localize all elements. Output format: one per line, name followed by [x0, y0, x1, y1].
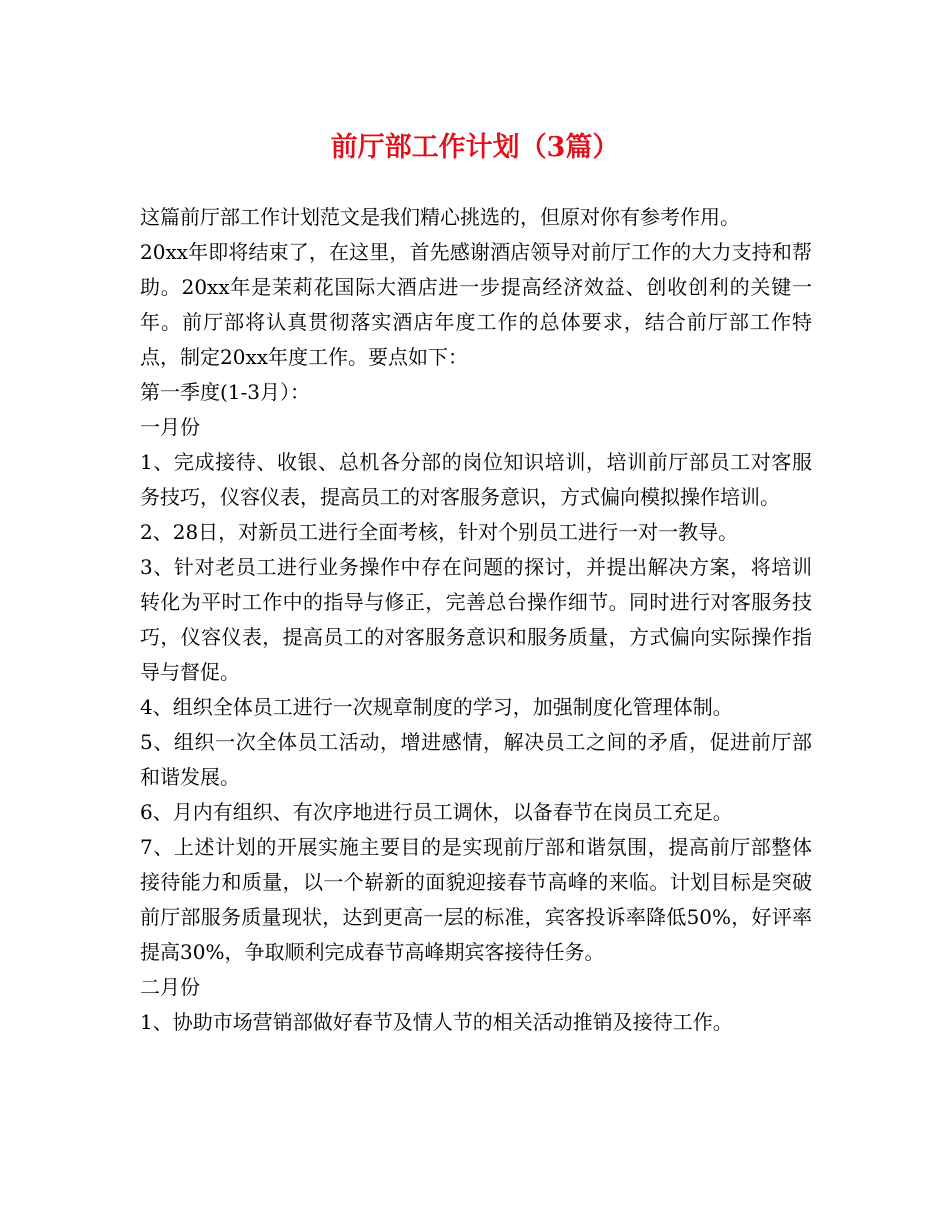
list-item: 4、组织全体员工进行一次规章制度的学习，加强制度化管理体制。	[140, 695, 733, 719]
subheading-january: 一月份	[140, 415, 200, 439]
section-heading-q1: 第一季度(1-3月）：	[140, 380, 311, 404]
list-item: 3、针对老员工进行业务操作中存在问题的探讨，并提出解决方案，将培训转化为平时工作中的指导与修正，完善总台操作细节。同时进行对客服务技巧，仪容仪表，提高员工的对客服务意识和服务质量，方式偏向实际操作指导与督促。	[140, 555, 812, 684]
list-item: 2、28日，对新员工进行全面考核，针对个别员工进行一对一教导。	[140, 520, 739, 544]
overview-paragraph: 20xx年即将结束了，在这里，首先感谢酒店领导对前厅工作的大力支持和帮助。20xx年是茉莉花国际大酒店进一步提高经济效益、创收创利的关键一年。前厅部将认真贯彻落实酒店年度工作的总体要求，结合前厅部工作特点，制定20xx年度工作。要点如下：	[140, 240, 812, 369]
document-title: 前厅部工作计划（3篇）	[330, 132, 620, 163]
list-item: 1、协助市场营销部做好春节及情人节的相关活动推销及接待工作。	[140, 1010, 733, 1034]
list-item: 7、上述计划的开展实施主要目的是实现前厅部和谐氛围，提高前厅部整体接待能力和质量，以一个崭新的面貌迎接春节高峰的来临。计划目标是突破前厅部服务质量现状，达到更高一层的标准，宾客投诉率降低50%，好评率提高30%，争取顺利完成春节高峰期宾客接待任务。	[140, 835, 812, 964]
document-body	[140, 200, 812, 1040]
intro-paragraph: 这篇前厅部工作计划范文是我们精心挑选的，但原对你有参考作用。	[140, 205, 740, 229]
subheading-february: 二月份	[140, 975, 200, 999]
list-item: 6、月内有组织、有次序地进行员工调休，以备春节在岗员工充足。	[140, 800, 733, 824]
list-item: 5、组织一次全体员工活动，增进感情，解决员工之间的矛盾，促进前厅部和谐发展。	[140, 730, 812, 789]
list-item: 1、完成接待、收银、总机各分部的岗位知识培训，培训前厅部员工对客服务技巧，仪容仪表，提高员工的对客服务意识，方式偏向模拟操作培训。	[140, 450, 812, 509]
